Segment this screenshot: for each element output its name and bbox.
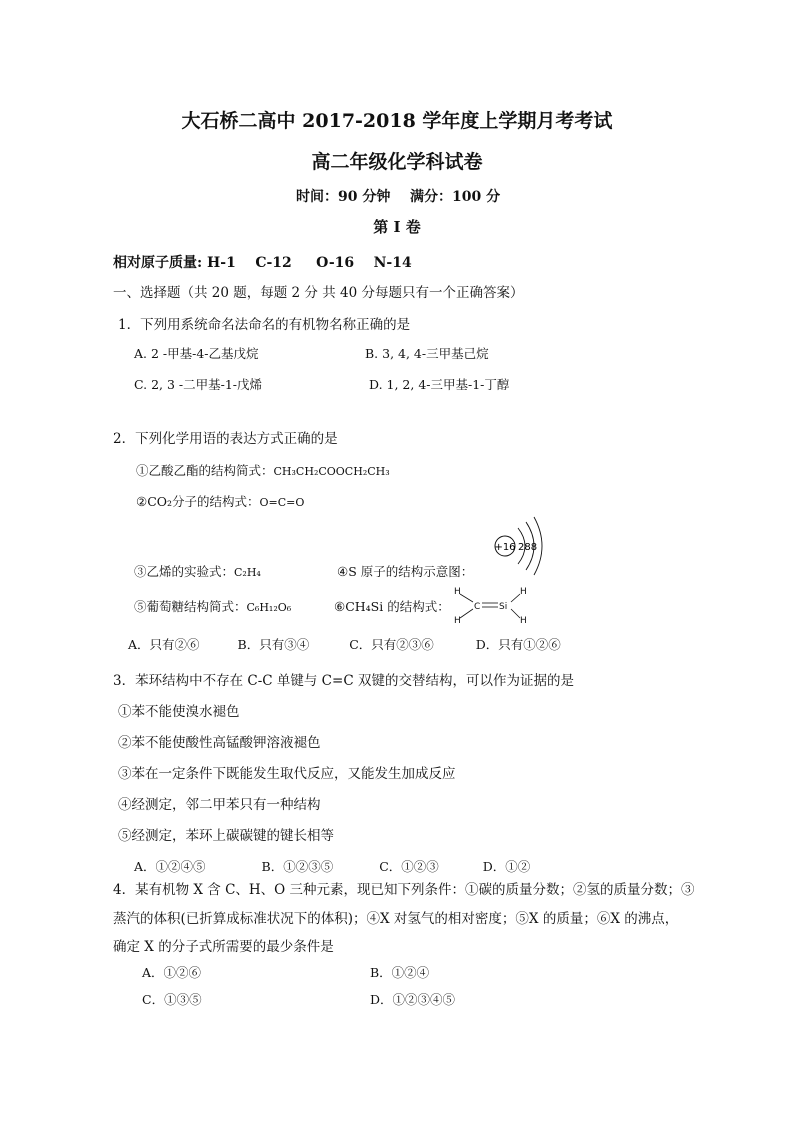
- atom-c: C: [474, 602, 481, 612]
- q2-item-2: [136, 492, 304, 510]
- q4-option-d: D．①②③④⑤: [370, 992, 456, 1007]
- q2-item-3-label: ③乙烯的实验式：: [134, 564, 235, 579]
- q4-line-3: 确定 X 的分子式所需要的最少条件是: [113, 939, 334, 955]
- sulfur-atom-diagram: [488, 514, 548, 576]
- q1-option-a: A. 2 -甲基-4-乙基戊烷: [134, 346, 259, 361]
- q3-option-b: B．①②③⑤: [261, 859, 334, 874]
- atom-si: Si: [499, 602, 508, 612]
- q3-item-5: ⑤经测定，苯环上碳碳键的键长相等: [118, 828, 334, 844]
- q2-item-3-formula: C₂H₄: [234, 566, 261, 579]
- q2-options: [128, 635, 601, 653]
- exam-title: 大石桥二高中 2017-2018 学年度上学期月考考试: [181, 110, 613, 132]
- q1-stem: 1．下列用系统命名法命名的有机物名称正确的是: [118, 317, 411, 333]
- q3-stem: 3．苯环结构中不存在 C-C 单键与 C=C 双键的交替结构，可以作为证据的是: [113, 673, 574, 689]
- sulfur-shell-counts: 288: [518, 542, 538, 553]
- q2-item-2-label: ②CO₂分子的结构式：: [136, 494, 260, 509]
- sulfur-nucleus-label: +16: [494, 542, 516, 553]
- q2-item-4-label: ④S 原子的结构示意图：: [337, 564, 474, 579]
- q4-option-c: C．①③⑤: [142, 992, 202, 1007]
- q2-item-5-label: ⑤葡萄糖结构简式：: [134, 599, 247, 614]
- atom-h-top-left: H: [454, 587, 461, 597]
- atom-h-top-right: H: [520, 587, 527, 597]
- q2-item-1: [136, 461, 390, 479]
- q3-options: [134, 857, 570, 875]
- atom-h-bottom-right: H: [520, 616, 527, 626]
- q1-option-b: B. 3, 4, 4-三甲基己烷: [365, 346, 489, 361]
- q2-item-1-formula: CH₃CH₂COOCH₂CH₃: [273, 465, 390, 478]
- score-info: 满分：100 分: [410, 189, 501, 205]
- q4-option-a: A．①②⑥: [142, 965, 202, 980]
- q2-item-5-formula: C₆H₁₂O₆: [246, 601, 292, 614]
- q3-item-1: ①苯不能使溴水褪色: [118, 704, 240, 720]
- q2-item-6-label: ⑥CH₄Si 的结构式：: [334, 599, 450, 614]
- q2-item-2-formula: O=C=O: [259, 496, 305, 509]
- volume-label: 第 I 卷: [373, 218, 421, 236]
- atom-h-bottom-left: H: [454, 616, 461, 626]
- exam-subtitle: 高二年级化学科试卷: [311, 151, 483, 173]
- q2-option-b: B．只有③④: [237, 637, 310, 652]
- q1-option-d: D. 1, 2, 4-三甲基-1-丁醇: [369, 377, 510, 392]
- q2-option-d: D．只有①②⑥: [475, 637, 561, 652]
- q3-option-c: C．①②③: [379, 859, 439, 874]
- section-title: 一、选择题（共 20 题，每题 2 分 共 40 分每题只有一个正确答案）: [113, 285, 524, 301]
- q3-item-3: ③苯在一定条件下既能发生取代反应，又能发生加成反应: [118, 766, 456, 782]
- q4-option-b: B．①②④: [370, 965, 430, 980]
- q3-option-d: D．①②: [482, 859, 531, 874]
- atomic-mass-line: 相对原子质量: H-1 C-12 O-16 N-14: [113, 255, 412, 271]
- q4-line-2: 蒸汽的体积(已折算成标准状况下的体积)；④X 对氢气的相对密度；⑤X 的质量；⑥X 的沸点，: [113, 911, 679, 927]
- time-info: 时间：90 分钟: [296, 189, 391, 205]
- q3-item-4: ④经测定，邻二甲苯只有一种结构: [118, 797, 321, 813]
- q2-item-1-label: ①乙酸乙酯的结构简式：: [136, 463, 274, 478]
- q3-item-2: ②苯不能使酸性高锰酸钾溶液褪色: [118, 735, 321, 751]
- q2-item-5: [134, 597, 291, 615]
- ch4si-structure: [450, 584, 530, 628]
- q2-option-c: C．只有②③⑥: [349, 637, 434, 652]
- q2-item-3: [134, 562, 261, 580]
- q2-stem: 2．下列化学用语的表达方式正确的是: [113, 431, 338, 447]
- q4-line-1: 4．某有机物 X 含 C、H、O 三种元素，现已知下列条件：①碳的质量分数；②氢的质量分数；③: [113, 882, 695, 898]
- q2-option-a: A．只有②⑥: [128, 637, 200, 652]
- q3-option-a: A．①②④⑤: [134, 859, 206, 874]
- q1-option-c: C. 2, 3 -二甲基-1-戊烯: [134, 377, 263, 392]
